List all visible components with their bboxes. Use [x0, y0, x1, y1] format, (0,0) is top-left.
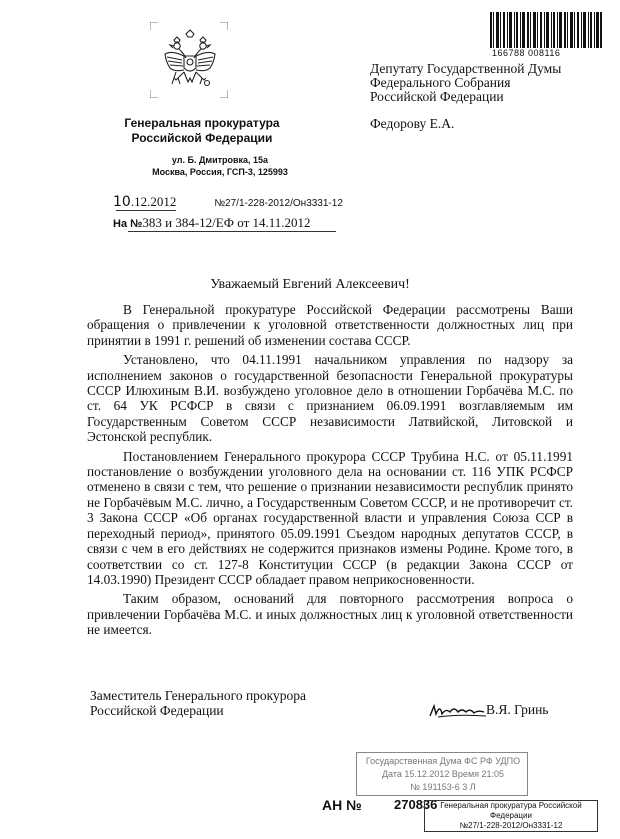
registration-stamp [356, 752, 528, 796]
stamp-line2: Дата 15.12.2012 Время 21:05 [381, 769, 505, 779]
recipient-block [370, 62, 561, 104]
recipient-line3: Российской Федерации [370, 89, 504, 104]
double-headed-eagle-emblem-icon [162, 28, 218, 94]
organization-address [140, 154, 300, 178]
stamp-line1: Государственная Дума ФС РФ УДПО [365, 756, 521, 766]
stamp-line3: № 191153-6 3 Л [410, 782, 476, 792]
reference-value: 383 и 384-12/ЕФ от 14.11.2012 [142, 215, 311, 230]
address-line2: Москва, Россия, ГСП-3, 125993 [152, 167, 288, 177]
address-line1: ул. Б. Дмитровка, 15а [171, 155, 269, 165]
reference-prefix: На № [113, 218, 143, 230]
body-paragraph-4: Таким образом, оснований для повторного рассмотрения вопроса о привлечении Горбачёва М.С. и иных должностных лиц к уголовной ответственности не имеется. [87, 591, 573, 638]
reference-line [113, 215, 311, 231]
form-number-label: АН № [322, 797, 362, 813]
footer-box-line2: Федерации [490, 811, 532, 820]
signer-line2: Российской Федерации [90, 703, 224, 718]
org-name-line1: Генеральная прокуратура [124, 116, 280, 130]
date-line [113, 194, 343, 210]
body-paragraph-2: Установлено, что 04.11.1991 начальником управления по надзору за исполнением законов о государственной безопасности Генеральной прокуратуры СССР Илюхиным В.И. возбуждено уголовное дело в отношении Горбачёва М.С. по ст. 64 УК РСФСР в связи с признанием 06.09.1991 возглавляемым им Государственным Советом СССР независимости Латвийской, Литовской и Эстонской республик. [87, 352, 573, 445]
recipient-name: Федорову Е.А. [370, 116, 455, 131]
signer-title [90, 688, 306, 718]
form-number: 270836 [394, 797, 438, 812]
barcode [490, 12, 602, 48]
date-underline [116, 210, 176, 211]
footer-box-line3: №27/1-228-2012/Он3331-12 [459, 821, 563, 830]
letter-body [87, 302, 573, 642]
organization-name [112, 116, 292, 146]
outgoing-number: №27/1-228-2012/Он3331-12 [214, 198, 343, 209]
date-rest: .12.2012 [130, 194, 177, 209]
barcode-number: 166788 008116 [492, 48, 561, 58]
reference-underline [128, 231, 336, 232]
salutation: Уважаемый Евгений Алексеевич! [210, 277, 410, 292]
body-paragraph-1: В Генеральной прокуратуре Российской Федерации рассмотрены Ваши обращения о привлечении к уголовной ответственности должностных лиц при принятии в 1991 г. решений об изменении состава СССР. [87, 302, 573, 348]
recipient-line1: Депутату Государственной Думы [370, 61, 562, 76]
date-handwritten: 10 [113, 194, 131, 210]
signer-line1: Заместитель Генерального прокурора [90, 688, 307, 703]
recipient-line2: Федерального Собрания [370, 75, 511, 90]
footer-registration-box [424, 800, 598, 832]
signer-name: В.Я. Гринь [486, 702, 549, 717]
body-paragraph-3: Постановлением Генерального прокурора СССР Трубина Н.С. от 05.11.1991 постановление о возбуждении уголовного дела на основании ст. 116 УПК РСФСР отменено в связи с тем, что решение о признании независимости республик принято не Горбачёвым М.С. лично, а Государственным Советом СССР, и не противоречит ст. 3 Закона СССР «Об органах государственной власти и управления Союза ССР в переходный период», принятого 05.09.1991 Съездом народных депутатов СССР, в связи с чем в его действиях не содержится признаков измены Родине. Кроме того, в соответствии со ст. 127-8 Конституции СССР (в редакции Закона СССР от 14.03.1990) Президент СССР обладает правом неприкосновенности. [87, 448, 573, 587]
org-name-line2: Российской Федерации [131, 131, 273, 145]
footer-box-line1: Генеральная прокуратура Российской [440, 801, 582, 810]
